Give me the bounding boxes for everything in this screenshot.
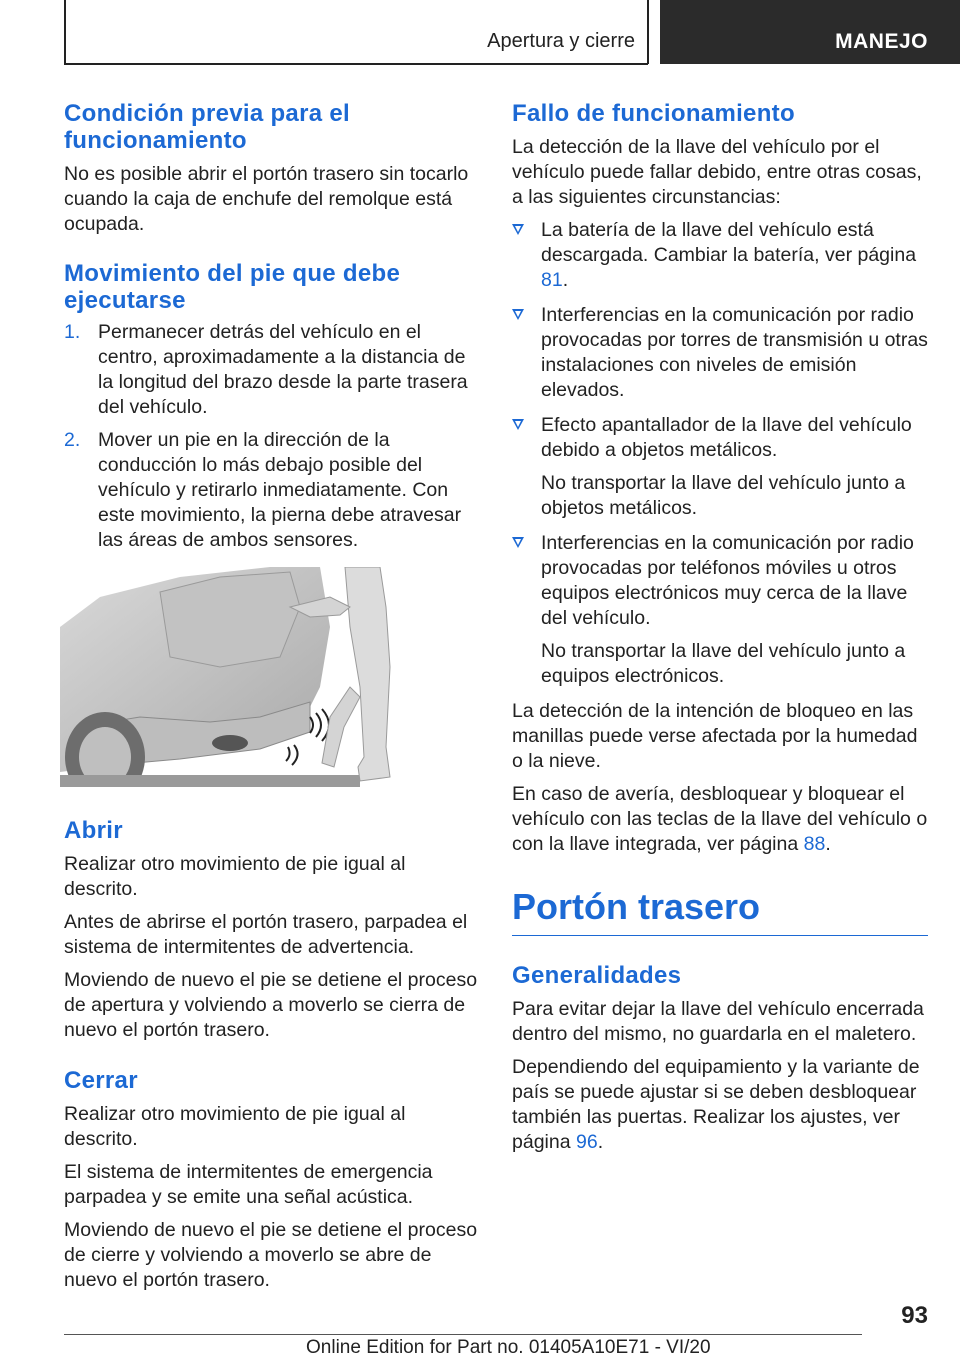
list-item-text: Interferencias en la comunicación por radio provocadas por teléfonos móviles u otros equipos electrónicos muy cerca de la llave del vehículo. bbox=[541, 532, 914, 629]
heading-foot-movement: Movimiento del pie que debe ejecutarse bbox=[64, 260, 401, 314]
list-item bbox=[512, 218, 928, 293]
list-item bbox=[64, 428, 478, 553]
list-item-note: No transportar la llave del vehículo junto a equipos electrónicos. bbox=[541, 640, 906, 687]
heading-tailgate: Portón trasero bbox=[512, 886, 761, 927]
header-section-title: Apertura y cierre bbox=[487, 30, 635, 52]
header-divider-left bbox=[64, 0, 66, 64]
list-item-note: No transportar la llave del vehículo junto a objetos metálicos. bbox=[541, 472, 906, 519]
list-item-end: . bbox=[562, 269, 569, 291]
list-item bbox=[64, 320, 478, 420]
list-item bbox=[512, 303, 928, 403]
heading-general: Generalidades bbox=[512, 962, 682, 989]
triangle-bullet-icon bbox=[512, 419, 524, 430]
heading-precondition: Condición previa para el funcionamiento bbox=[64, 100, 350, 154]
footer-rule bbox=[64, 1334, 862, 1335]
steps-list bbox=[64, 320, 478, 553]
list-item-text: Efecto apantallador de la llave del vehículo debido a objetos metálicos. bbox=[541, 414, 912, 461]
header-chapter-tab bbox=[660, 0, 960, 64]
header-divider-bottom bbox=[64, 63, 648, 65]
list-item-text: Interferencias en la comunicación por radio provocadas por torres de transmisión u otras instalaciones con niveles de emisión elevados. bbox=[541, 304, 928, 401]
step-text: Mover un pie en la dirección de la conducción lo más debajo posible del vehículo y retirarlo inmediatamente. Con este movimiento, la pierna debe atravesar las áreas de ambos sensores. bbox=[98, 429, 462, 551]
header-chapter-label: MANEJO bbox=[835, 30, 928, 53]
page-link[interactable]: 88 bbox=[803, 833, 826, 855]
heading-close: Cerrar bbox=[64, 1067, 138, 1094]
close-text-3: Moviendo de nuevo el pie se detiene el proceso de cierre y volviendo a moverlo se abre de nuevo el portón trasero. bbox=[64, 1219, 478, 1291]
close-text-1: Realizar otro movimiento de pie igual al descrito. bbox=[64, 1103, 406, 1150]
failure-text-body: En caso de avería, desbloquear y bloquear el vehículo con las teclas de la llave del vehículo o con la llave integrada, ver página bbox=[512, 783, 928, 855]
general-text-2 bbox=[512, 1055, 928, 1155]
right-column bbox=[512, 100, 928, 1155]
general-text-2-body: Dependiendo del equipamiento y la variante de país se puede ajustar si se deben desbloquear también las puertas. Realizar los ajustes, ver página bbox=[512, 1056, 920, 1153]
open-text-2: Antes de abrirse el portón trasero, parpadea el sistema de intermitentes de advertencia. bbox=[64, 911, 468, 958]
page-link[interactable]: 96 bbox=[575, 1131, 598, 1153]
tailgate-illustration bbox=[60, 567, 396, 787]
triangle-bullet-icon bbox=[512, 309, 524, 320]
heading-open: Abrir bbox=[64, 817, 123, 844]
open-text-3: Moviendo de nuevo el pie se detiene el proceso de apertura y volviendo a moverlo se cierra de nuevo el portón trasero. bbox=[64, 969, 478, 1041]
list-item bbox=[512, 531, 928, 689]
lock-detection-text: La detección de la intención de bloqueo en las manillas puede verse afectada por la humedad o la nieve. bbox=[512, 700, 918, 772]
list-item bbox=[512, 413, 928, 521]
page-number: 93 bbox=[901, 1302, 928, 1329]
open-text-1: Realizar otro movimiento de pie igual al descrito. bbox=[64, 853, 406, 900]
left-column bbox=[64, 100, 478, 1293]
header-divider-mid bbox=[647, 0, 649, 64]
precondition-text: No es posible abrir el portón trasero sin tocarlo cuando la caja de enchufe del remolque está ocupada. bbox=[64, 163, 469, 235]
malfunction-intro: La detección de la llave del vehículo por el vehículo puede fallar debido, entre otras cosas, a las siguientes circunstancias: bbox=[512, 136, 922, 208]
step-number: 1. bbox=[64, 321, 81, 343]
malfunction-list bbox=[512, 218, 928, 689]
general-text-1: Para evitar dejar la llave del vehículo encerrada dentro del mismo, no guardarla en el maletero. bbox=[512, 998, 924, 1045]
heading-rule bbox=[512, 935, 928, 936]
footer-edition: Online Edition for Part no. 01405A10E71 - VI/20 bbox=[306, 1337, 711, 1358]
list-item-text: La batería de la llave del vehículo está descargada. Cambiar la batería, ver página bbox=[541, 219, 917, 266]
heading-malfunction: Fallo de funcionamiento bbox=[512, 100, 795, 127]
car-foot-sensor-illustration bbox=[60, 567, 396, 787]
failure-text bbox=[512, 782, 928, 857]
general-text-2-end: . bbox=[597, 1131, 604, 1153]
step-text: Permanecer detrás del vehículo en el centro, aproximadamente a la distancia de la longitud del brazo desde la parte trasera del vehículo. bbox=[98, 321, 468, 418]
close-text-2: El sistema de intermitentes de emergencia parpadea y se emite una señal acústica. bbox=[64, 1161, 433, 1208]
triangle-bullet-icon bbox=[512, 224, 524, 235]
step-number: 2. bbox=[64, 429, 81, 451]
page-link[interactable]: 81 bbox=[541, 269, 563, 291]
triangle-bullet-icon bbox=[512, 537, 524, 548]
failure-text-end: . bbox=[825, 833, 831, 855]
